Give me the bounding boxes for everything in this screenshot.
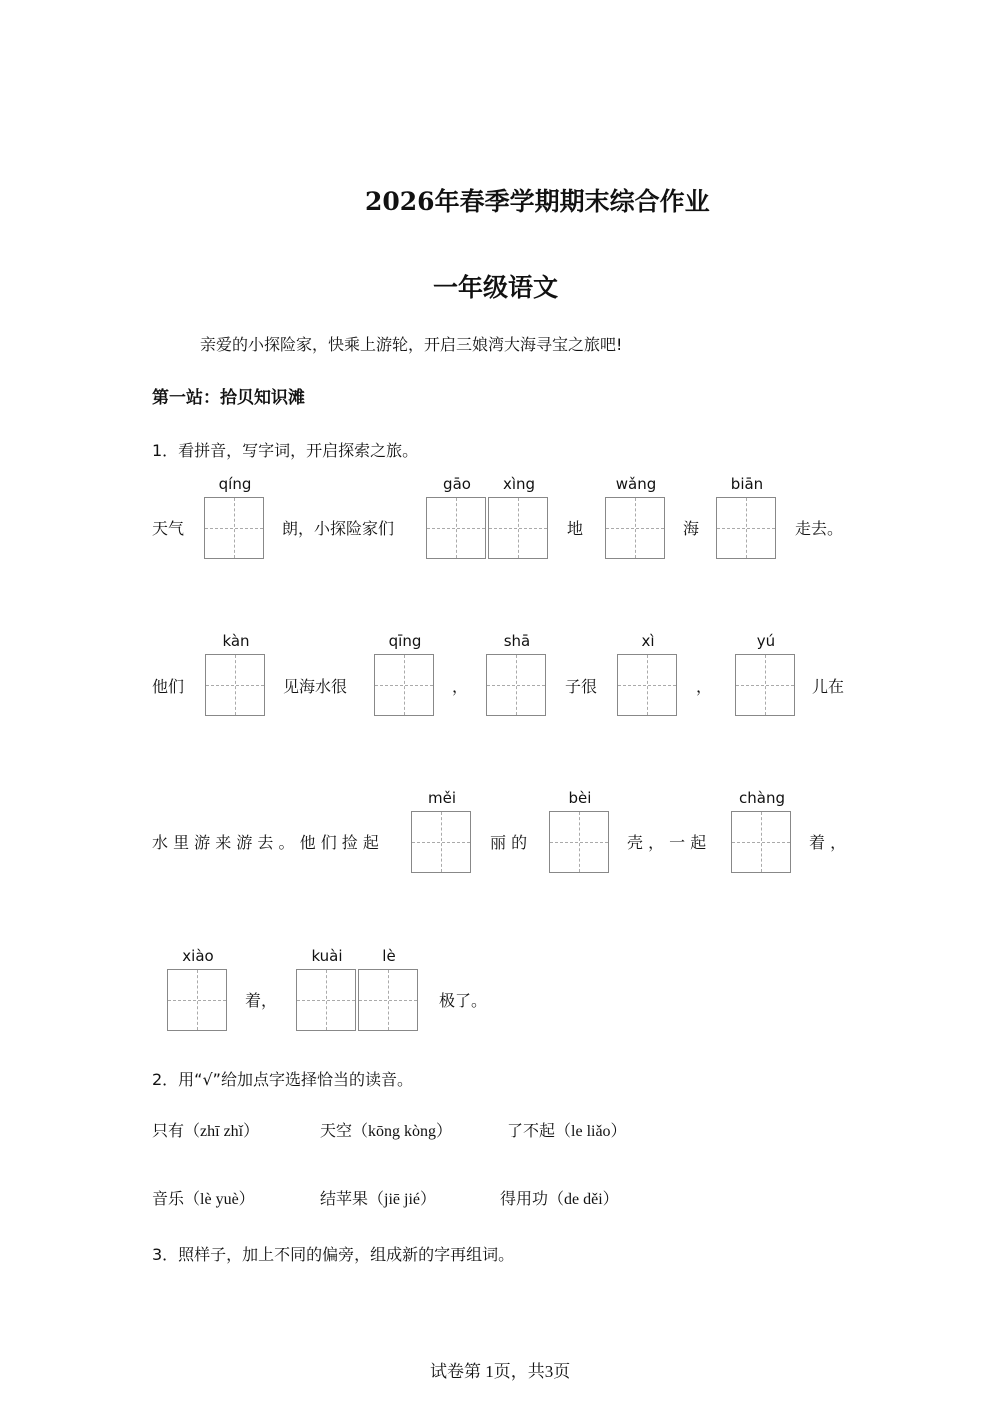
q2-word: 结苹果 (320, 1189, 369, 1208)
q2-word: 音乐 (152, 1189, 185, 1208)
writing-box[interactable] (549, 811, 609, 873)
q2-options[interactable]: （le liǎo） (555, 1123, 627, 1140)
row2-text-1: 他们 (152, 677, 185, 696)
pinyin-le: lè (382, 947, 396, 965)
document-subtitle: 一年级语文 (433, 273, 559, 302)
writing-box[interactable] (167, 969, 227, 1031)
q2-word: 了不起 (507, 1121, 556, 1140)
row3-text-1: 水 里 游 来 游 去 。 他 们 捡 起 (152, 833, 379, 852)
row3-text-2: 丽 的 (490, 833, 528, 852)
writing-box[interactable] (735, 654, 795, 716)
pinyin-xing: xìng (502, 475, 536, 493)
pinyin-xi: xì (641, 632, 655, 650)
row2-text-2: 见海水很 (283, 677, 348, 696)
row4-text-1: 着， (245, 991, 278, 1010)
q2-item-5 (320, 1186, 436, 1209)
q2-item-1 (152, 1118, 259, 1141)
q2-item-3 (507, 1118, 627, 1141)
pinyin-yu: yú (756, 632, 776, 650)
writing-box[interactable] (205, 654, 265, 716)
q2-options[interactable]: （lè yuè） (184, 1191, 255, 1208)
pinyin-bei: bèi (568, 789, 592, 807)
q2-item-2 (320, 1118, 452, 1141)
intro-text: 亲爱的小探险家，快乘上游轮，开启三娘湾大海寻宝之旅吧! (200, 335, 623, 354)
pinyin-kan: kàn (222, 632, 250, 650)
row3-text-3: 壳 ， 一 起 (627, 833, 707, 852)
q2-item-6 (500, 1186, 619, 1209)
writing-box[interactable] (617, 654, 677, 716)
row1-text-1: 天气 (152, 519, 185, 538)
writing-box[interactable] (605, 497, 665, 559)
pinyin-wang: wǎng (615, 475, 657, 493)
row4-text-2: 极了。 (439, 991, 488, 1010)
page-footer: 试卷第 1页，共3页 (430, 1362, 571, 1381)
writing-box[interactable] (731, 811, 791, 873)
pinyin-chang: chàng (739, 789, 785, 807)
section-title: 第一站：拾贝知识滩 (152, 388, 305, 408)
q2-word: 天空 (320, 1121, 353, 1140)
row1-text-5: 走去。 (795, 519, 844, 538)
question-2-prompt: 2．用“√”给加点字选择恰当的读音。 (152, 1070, 413, 1089)
row1-text-3: 地 (567, 519, 584, 538)
row1-text-4: 海 (683, 519, 700, 538)
writing-box[interactable] (426, 497, 486, 559)
row3-text-4: 着 ， (809, 833, 847, 852)
q2-options[interactable]: （kōng kòng） (352, 1123, 453, 1140)
writing-box[interactable] (411, 811, 471, 873)
pinyin-xiao: xiào (182, 947, 214, 965)
row2-text-3: ， (452, 677, 469, 696)
q2-word: 得用功 (500, 1189, 549, 1208)
writing-box[interactable] (296, 969, 356, 1031)
row2-text-6: 儿在 (812, 677, 845, 696)
row1-text-2: 朗，小探险家们 (282, 519, 395, 538)
q2-options[interactable]: （de děi） (548, 1191, 619, 1208)
q2-item-4 (152, 1186, 255, 1209)
writing-box[interactable] (204, 497, 264, 559)
writing-box[interactable] (358, 969, 418, 1031)
pinyin-sha: shā (503, 632, 531, 650)
pinyin-qing2: qīng (388, 632, 422, 650)
pinyin-mei: měi (427, 789, 456, 807)
q2-options[interactable]: （jiē jié） (368, 1191, 437, 1208)
pinyin-gao: gāo (443, 475, 471, 493)
row2-text-4: 子很 (565, 677, 598, 696)
writing-box[interactable] (716, 497, 776, 559)
question-1-prompt: 1．看拼音，写字词，开启探索之旅。 (152, 441, 419, 460)
question-3-prompt: 3．照样子，加上不同的偏旁，组成新的字再组词。 (152, 1245, 515, 1264)
writing-box[interactable] (488, 497, 548, 559)
pinyin-qing: qíng (218, 475, 252, 493)
q2-options[interactable]: （zhī zhǐ） (184, 1123, 260, 1140)
row2-text-5: ， (696, 677, 713, 696)
q2-word: 只有 (152, 1121, 185, 1140)
pinyin-kuai: kuài (311, 947, 343, 965)
document-title: 2026年春季学期期末综合作业 (365, 187, 710, 216)
writing-box[interactable] (486, 654, 546, 716)
writing-box[interactable] (374, 654, 434, 716)
pinyin-bian: biān (730, 475, 764, 493)
